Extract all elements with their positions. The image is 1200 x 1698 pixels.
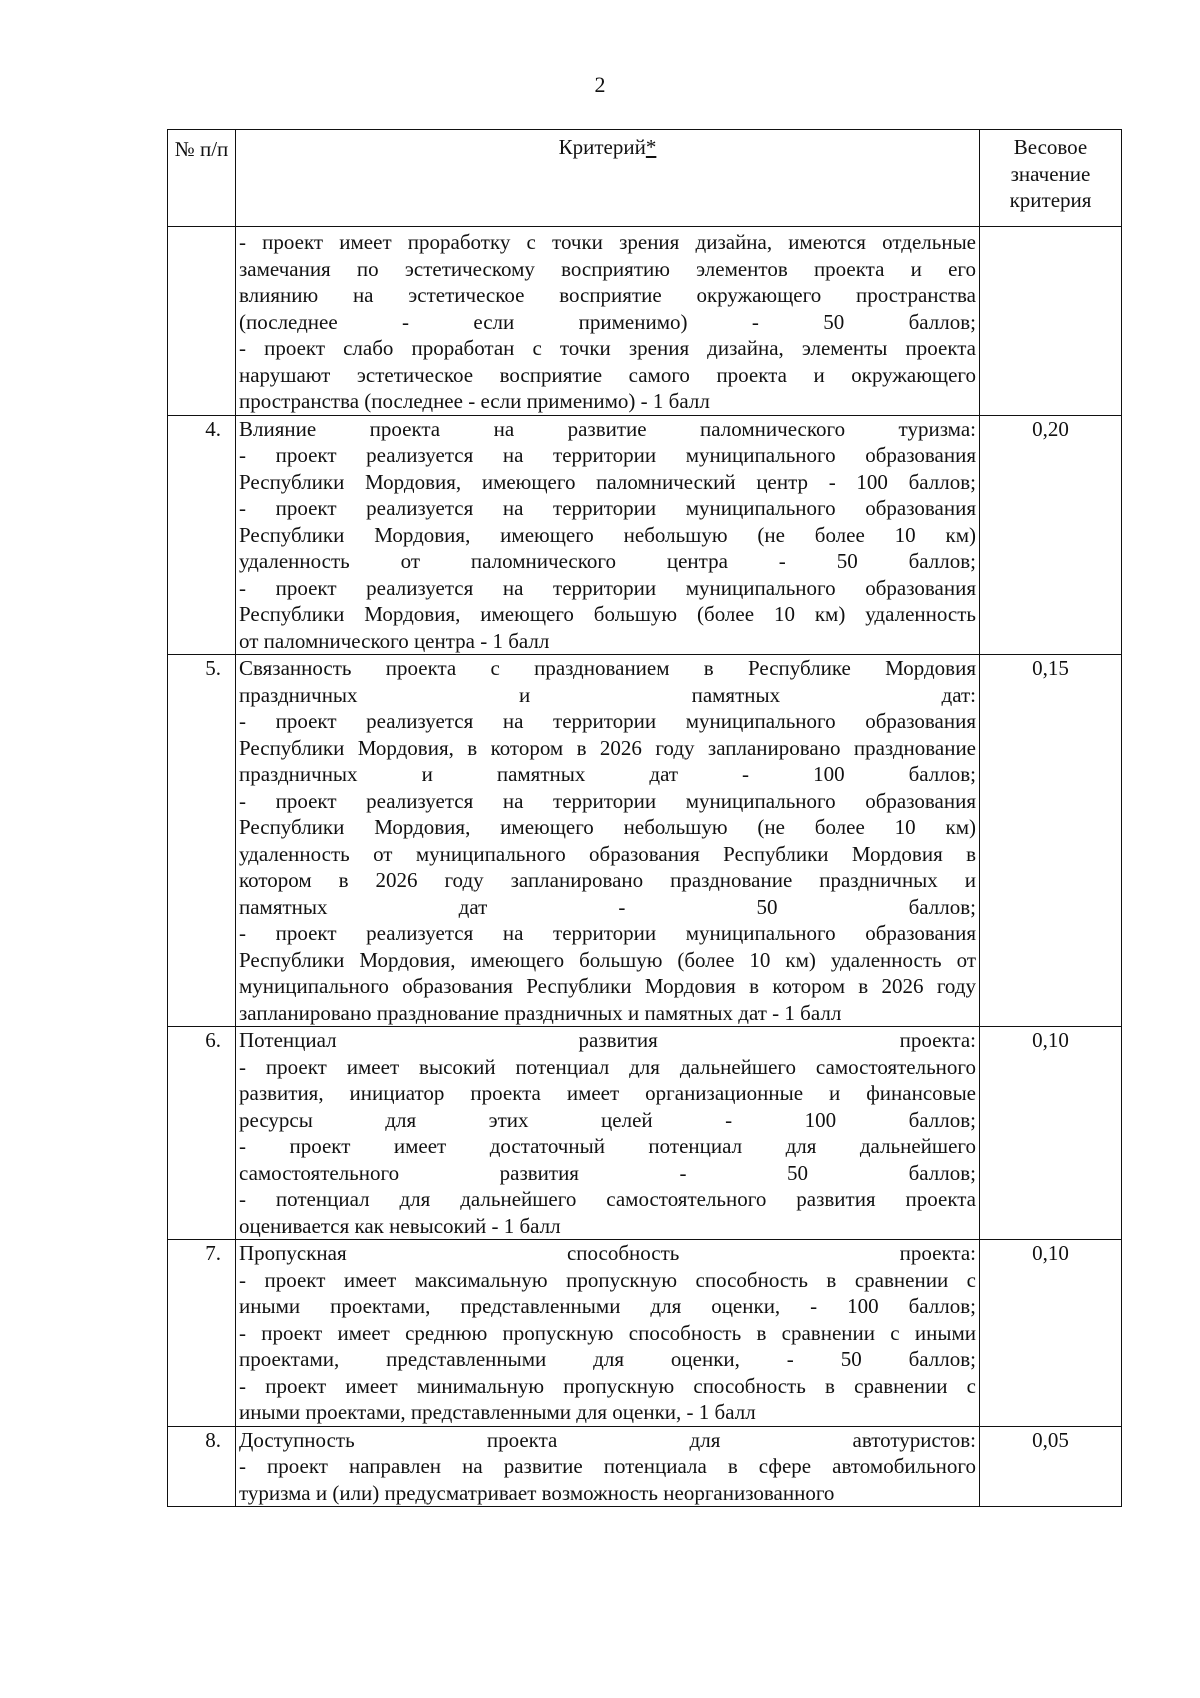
criterion-line: - проект реализуется на территории муниципального образования [239, 443, 976, 467]
criterion-line: пространства (последнее - если применимо) - 1 балл [239, 389, 710, 413]
row-number: 8. [168, 1426, 236, 1507]
criterion-line: Пропускная способность проекта: [239, 1241, 976, 1265]
criterion-line: - проект реализуется на территории муниципального образования [239, 496, 976, 520]
table-row [168, 415, 1122, 655]
criterion-line: памятных дат - 50 баллов; [239, 894, 976, 919]
criterion-line: праздничных и памятных дат: [239, 682, 976, 707]
criterion-line: - проект имеет среднюю пропускную способность в сравнении с иными [239, 1320, 976, 1345]
row-criterion [236, 415, 980, 655]
criterion-line: ресурсы для этих целей - 100 баллов; [239, 1107, 976, 1132]
row-criterion [236, 1240, 980, 1427]
table-row [168, 1240, 1122, 1427]
criterion-line: - проект реализуется на территории муниципального образования [239, 709, 976, 733]
criterion-line: влиянию на эстетическое восприятие окружающего пространства [239, 283, 976, 307]
row-number: 4. [168, 415, 236, 655]
table-body [168, 227, 1122, 1507]
table-row [168, 655, 1122, 1027]
row-weight [980, 227, 1122, 416]
criterion-line: иными проектами, представленными для оценки, - 1 балл [239, 1400, 756, 1424]
table-row [168, 1027, 1122, 1240]
row-weight: 0,20 [980, 415, 1122, 655]
row-weight: 0,10 [980, 1240, 1122, 1427]
table-row [168, 1426, 1122, 1507]
criterion-line: Республики Мордовия, в котором в 2026 году запланировано празднование [239, 735, 976, 760]
criterion-line: (последнее - если применимо) - 50 баллов; [239, 309, 976, 334]
criterion-line: замечания по эстетическому восприятию элементов проекта и его [239, 256, 976, 281]
criterion-line: Республики Мордовия, имеющего небольшую (не более 10 км) [239, 522, 976, 547]
criterion-line: котором в 2026 году запланировано празднование праздничных и [239, 868, 976, 892]
criterion-line: иными проектами, представленными для оценки, - 100 баллов; [239, 1294, 976, 1318]
criterion-line: самостоятельного развития - 50 баллов; [239, 1160, 976, 1185]
criterion-line: - проект имеет проработку с точки зрения дизайна, имеются отдельные [239, 230, 976, 254]
row-criterion [236, 1426, 980, 1507]
row-number: 5. [168, 655, 236, 1027]
criterion-line: - проект имеет максимальную пропускную способность в сравнении с [239, 1267, 976, 1292]
criterion-line: удаленность от паломнического центра - 50 баллов; [239, 549, 976, 573]
header-weight: Весовое значение критерия [980, 130, 1122, 227]
criterion-line: - проект имеет высокий потенциал для дальнейшего самостоятельного [239, 1054, 976, 1079]
criterion-line: - потенциал для дальнейшего самостоятельного развития проекта [239, 1187, 976, 1211]
row-criterion [236, 227, 980, 416]
criterion-line: - проект реализуется на территории муниципального образования [239, 788, 976, 813]
criterion-line: Республики Мордовия, имеющего небольшую (не более 10 км) [239, 815, 976, 839]
criterion-line: праздничных и памятных дат - 100 баллов; [239, 762, 976, 786]
criterion-line: Влияние проекта на развитие паломнического туризма: [239, 416, 976, 441]
criterion-line: - проект слабо проработан с точки зрения дизайна, элементы проекта [239, 336, 976, 360]
page-number: 2 [594, 72, 606, 97]
table-header-row [168, 130, 1122, 227]
row-criterion [236, 655, 980, 1027]
criterion-line: нарушают эстетическое восприятие самого проекта и окружающего [239, 362, 976, 387]
criterion-line: запланировано празднование праздничных и памятных дат - 1 балл [239, 1000, 842, 1025]
row-weight: 0,15 [980, 655, 1122, 1027]
row-weight: 0,10 [980, 1027, 1122, 1240]
header-criterion [236, 130, 980, 227]
row-criterion [236, 1027, 980, 1240]
row-number: 7. [168, 1240, 236, 1427]
criterion-line: - проект направлен на развитие потенциала в сфере автомобильного [239, 1454, 976, 1478]
header-criterion-footnote-mark: * [645, 135, 657, 159]
row-number: 6. [168, 1027, 236, 1240]
criterion-line: развития, инициатор проекта имеет организационные и финансовые [239, 1081, 976, 1105]
criterion-line: - проект имеет минимальную пропускную способность в сравнении с [239, 1373, 976, 1398]
criterion-line: Связанность проекта с празднованием в Республике Мордовия [239, 656, 976, 680]
criterion-line: Потенциал развития проекта: [239, 1028, 976, 1052]
criteria-table [167, 129, 1122, 1507]
criterion-line: - проект реализуется на территории муниципального образования [239, 921, 976, 945]
header-number: № п/п [168, 130, 236, 227]
row-number [168, 227, 236, 416]
criterion-line: от паломнического центра - 1 балл [239, 628, 550, 653]
criterion-line: проектами, представленными для оценки, - 50 баллов; [239, 1347, 976, 1371]
header-criterion-label: Критерий [558, 135, 646, 159]
criterion-line: муниципального образования Республики Мордовия в котором в 2026 году [239, 974, 976, 998]
row-weight: 0,05 [980, 1426, 1122, 1507]
criterion-line: Республики Мордовия, имеющего паломнический центр - 100 баллов; [239, 469, 976, 494]
criterion-line: удаленность от муниципального образования Республики Мордовия в [239, 841, 976, 866]
criterion-line: туризма и (или) предусматривает возможность неорганизованного [239, 1480, 835, 1505]
criterion-line: Республики Мордовия, имеющего большую (более 10 км) удаленность от [239, 947, 976, 972]
table-row [168, 227, 1122, 416]
criterion-line: Республики Мордовия, имеющего большую (более 10 км) удаленность [239, 602, 976, 626]
criterion-line: оценивается как невысокий - 1 балл [239, 1213, 561, 1238]
criterion-line: Доступность проекта для автотуристов: [239, 1427, 976, 1452]
criterion-line: - проект имеет достаточный потенциал для дальнейшего [239, 1134, 976, 1158]
criterion-line: - проект реализуется на территории муниципального образования [239, 575, 976, 600]
